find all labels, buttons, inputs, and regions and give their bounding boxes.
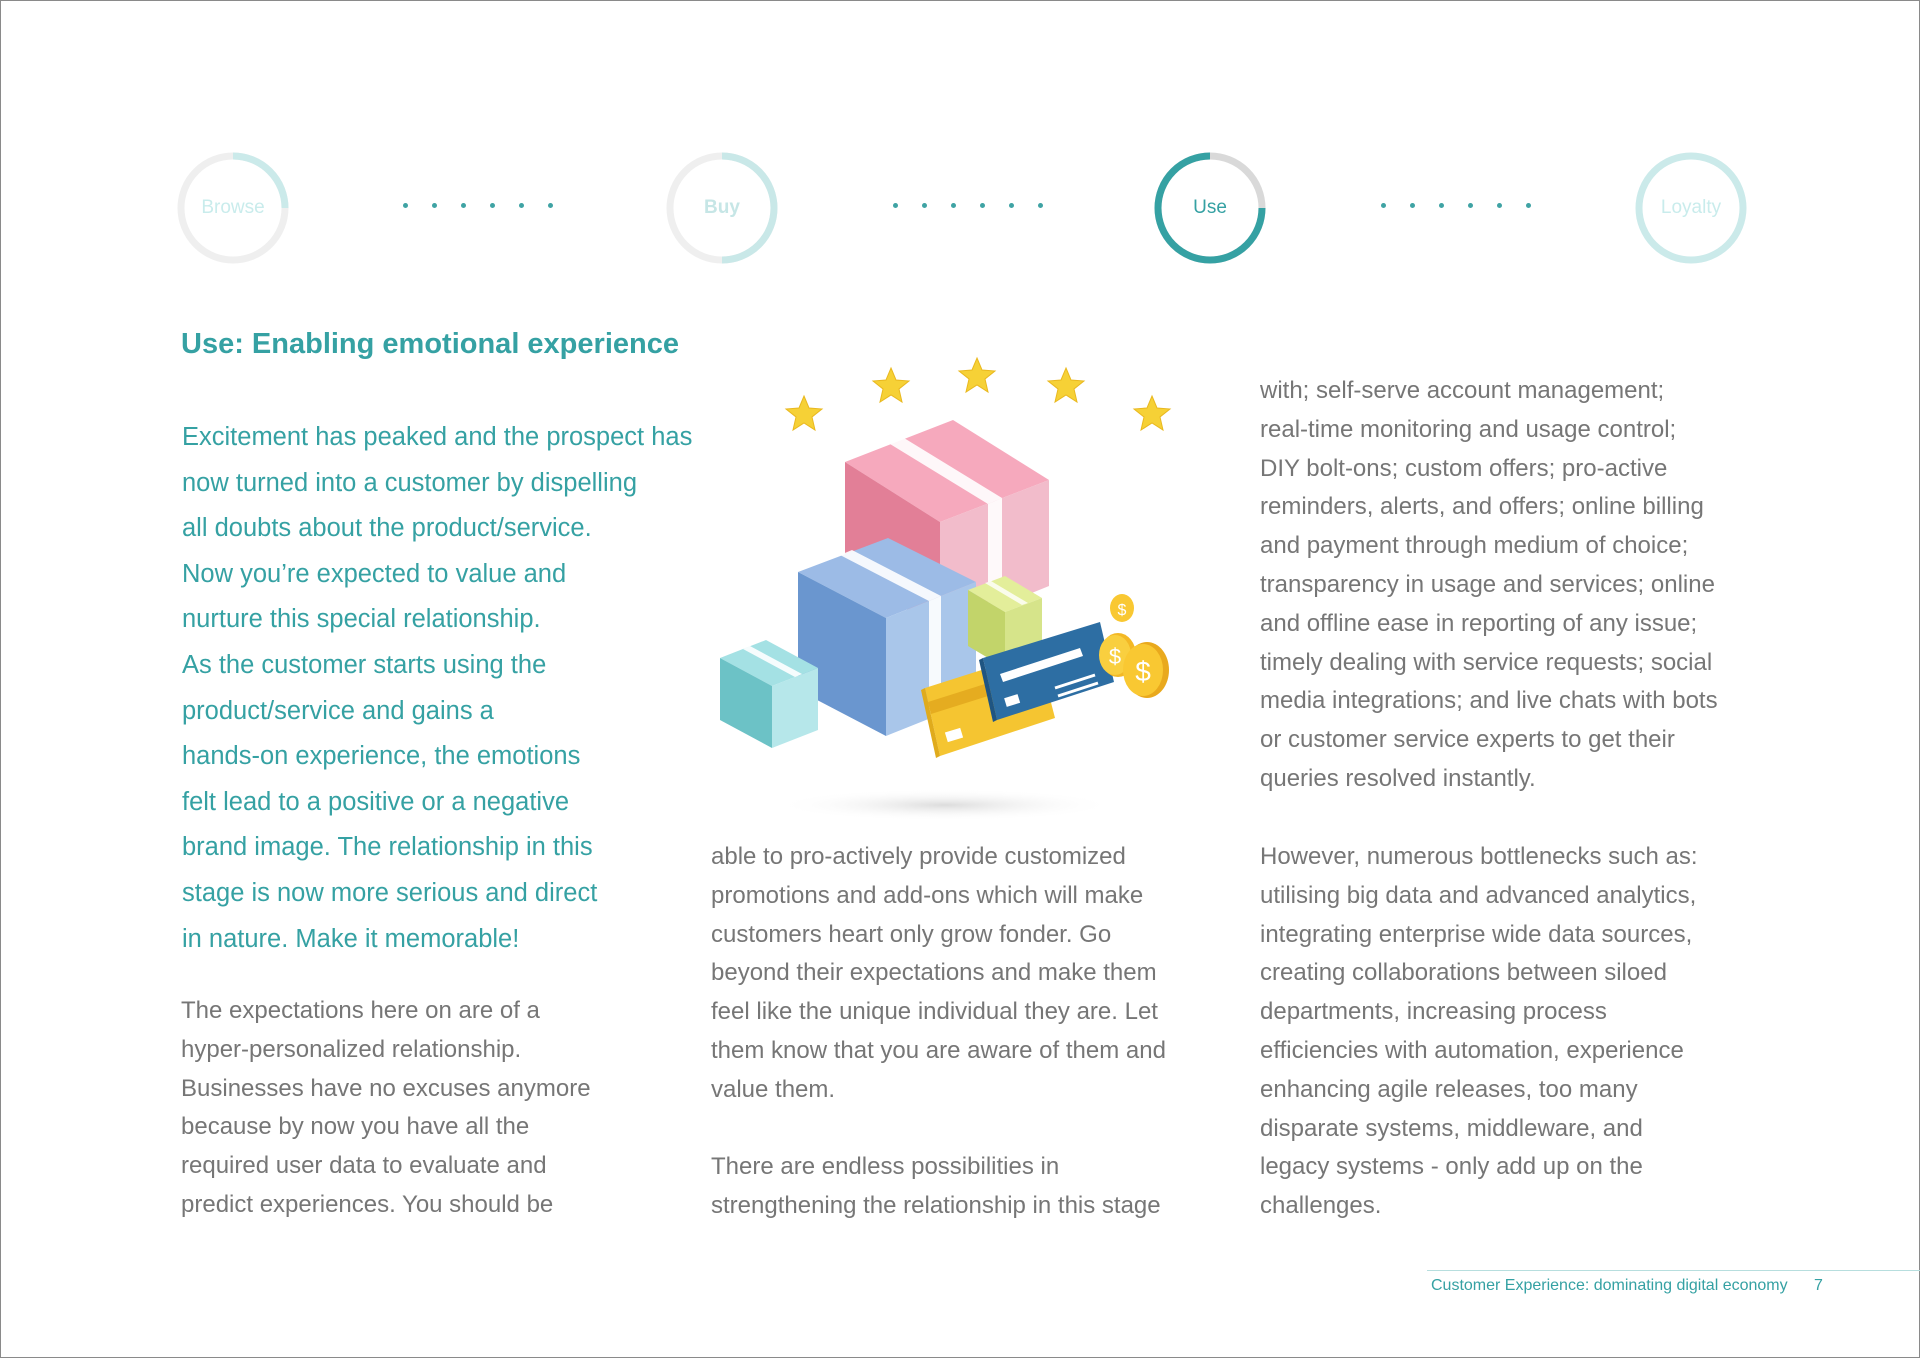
svg-text:$: $ <box>1135 656 1151 687</box>
stage-label: Loyalty <box>1660 197 1722 218</box>
text-line: brand image. The relationship in this <box>182 833 593 862</box>
text-line: disparate systems, middleware, and <box>1260 1114 1643 1142</box>
text-line: challenges. <box>1260 1192 1382 1220</box>
text-line: and offline ease in reporting of any issue; <box>1260 609 1698 637</box>
svg-text:$: $ <box>1108 644 1122 669</box>
text-line: value them. <box>711 1075 836 1103</box>
text-line: queries resolved instantly. <box>1260 764 1536 792</box>
text-line: There are endless possibilities in <box>711 1153 1060 1180</box>
star-icon <box>786 358 1170 430</box>
intro-paragraph <box>182 415 742 962</box>
body-paragraph-col2 <box>711 838 1211 1110</box>
text-line: creating collaborations between siloed <box>1260 959 1667 987</box>
stage-connector <box>403 203 553 213</box>
text-line: all doubts about the product/service. <box>182 514 592 543</box>
body-paragraph-col3 <box>1260 372 1780 799</box>
text-line: product/service and gains a <box>182 696 494 725</box>
gift-boxes-illustration <box>700 350 1190 830</box>
stage-loyalty <box>1633 150 1749 266</box>
text-line: integrating enterprise wide data sources, <box>1260 920 1693 948</box>
text-line: departments, increasing process <box>1260 998 1607 1026</box>
text-line: promotions and add-ons which will make <box>711 881 1144 909</box>
text-line: Excitement has peaked and the prospect has <box>182 423 693 451</box>
text-line: required user data to evaluate and <box>181 1152 547 1180</box>
stage-buy <box>664 150 780 266</box>
text-line: hyper-personalized relationship. <box>181 1035 522 1063</box>
coin-icon <box>1123 642 1169 698</box>
text-line: DIY bolt-ons; custom offers; pro-active <box>1260 454 1668 482</box>
text-line: felt lead to a positive or a negative <box>182 787 569 816</box>
text-line: As the customer starts using the <box>182 650 547 679</box>
text-line: stage is now more serious and direct <box>182 878 598 907</box>
text-line: predict experiences. You should be <box>181 1190 554 1218</box>
body-paragraph-col1 <box>181 992 721 1225</box>
text-line: now turned into a customer by dispelling <box>182 468 638 497</box>
stage-browse <box>175 150 291 266</box>
page-number: 7 <box>1814 1277 1823 1294</box>
stage-label: Browse <box>201 197 265 218</box>
text-line: them know that you are aware of them and <box>711 1036 1166 1064</box>
stage-use <box>1152 150 1268 266</box>
text-line: in nature. Make it memorable! <box>182 924 520 953</box>
stage-label: Buy <box>704 197 740 218</box>
footer-title: Customer Experience: dominating digital economy <box>1431 1277 1788 1294</box>
coin-icon <box>1110 594 1134 622</box>
text-line: reminders, alerts, and offers; online billing <box>1260 493 1704 521</box>
text-line: enhancing agile releases, too many <box>1260 1075 1638 1103</box>
text-line: beyond their expectations and make them <box>711 959 1157 987</box>
text-line: with; self-serve account management; <box>1260 377 1665 404</box>
text-line: efficiencies with automation, experience <box>1260 1036 1684 1064</box>
text-line: customers heart only grow fonder. Go <box>711 920 1112 948</box>
text-line: because by now you have all the <box>181 1113 530 1141</box>
text-line: and payment through medium of choice; <box>1260 532 1689 560</box>
body-paragraph-col3-second <box>1260 838 1780 1226</box>
text-line: strengthening the relationship in this stage <box>711 1191 1161 1219</box>
body-paragraph-col2-second <box>711 1148 1211 1226</box>
svg-text:$: $ <box>1117 602 1127 619</box>
section-heading: Use: Enabling emotional experience <box>181 328 679 360</box>
text-line: real-time monitoring and usage control; <box>1260 415 1677 443</box>
text-line: able to pro-actively provide customized <box>711 843 1126 870</box>
text-line: Now you’re expected to value and <box>182 559 567 588</box>
text-line: utilising big data and advanced analytics, <box>1260 881 1697 909</box>
text-line: hands-on experience, the emotions <box>182 742 581 771</box>
text-line: Businesses have no excuses anymore <box>181 1074 591 1102</box>
text-line: legacy systems - only add up on the <box>1260 1153 1643 1181</box>
text-line: feel like the unique individual they are. Let <box>711 998 1158 1026</box>
text-line: The expectations here on are of a <box>181 997 540 1024</box>
text-line: However, numerous bottlenecks such as: <box>1260 843 1698 870</box>
text-line: media integrations; and live chats with bots <box>1260 687 1718 715</box>
stage-connector <box>893 203 1043 213</box>
text-line: transparency in usage and services; online <box>1260 570 1715 598</box>
stage-label: Use <box>1193 197 1227 218</box>
footer-divider <box>1427 1270 1920 1271</box>
text-line: timely dealing with service requests; social <box>1260 648 1713 676</box>
stage-connector <box>1381 203 1531 213</box>
text-line: nurture this special relationship. <box>182 605 541 634</box>
text-line: or customer service experts to get their <box>1260 726 1675 754</box>
